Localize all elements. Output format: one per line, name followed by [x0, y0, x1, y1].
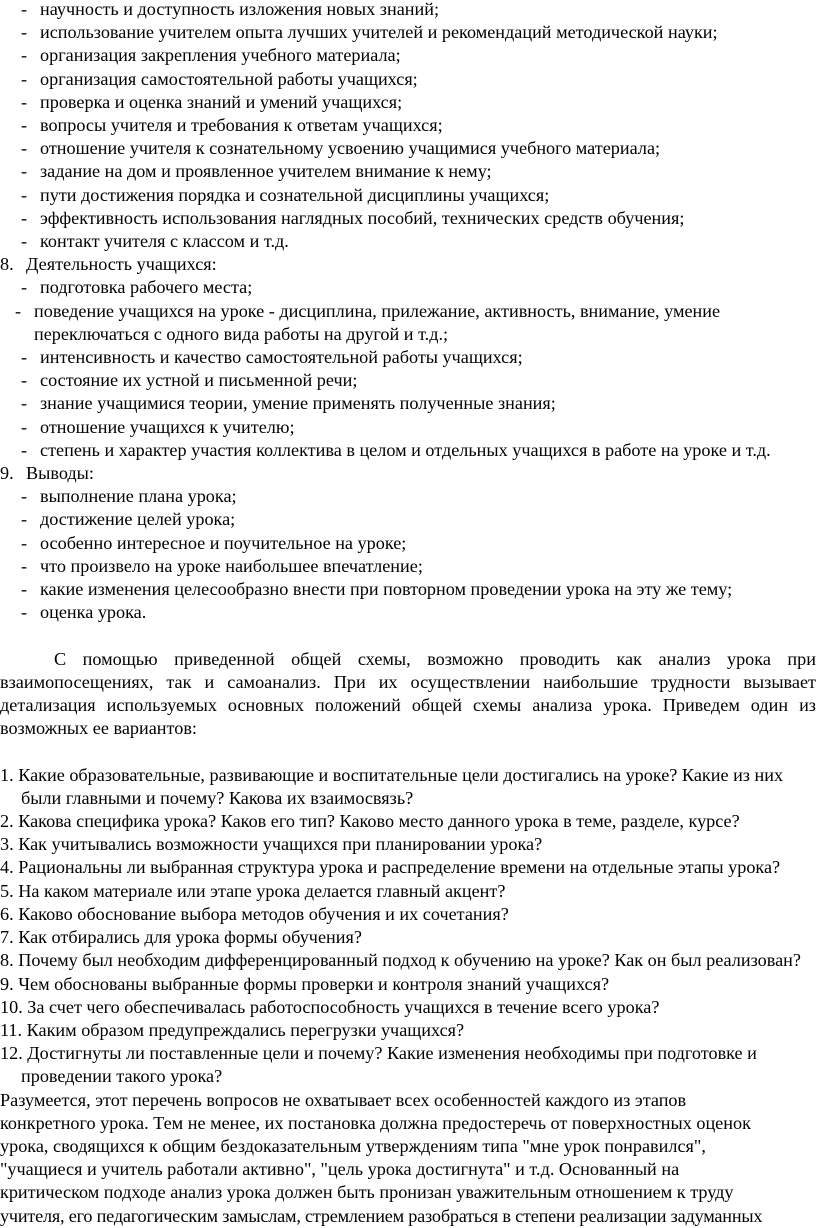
- question-item: 9. Чем обоснованы выбранные формы проверки и контроля знаний учащихся?: [0, 973, 610, 994]
- list-item-text: задание на дом и проявленное учителем внимание к нему;: [40, 161, 492, 182]
- list-item-text: организация закрепления учебного материала;: [40, 45, 401, 66]
- list-item-text: отношение учащихся к учителю;: [40, 416, 295, 437]
- dash-marker: -: [21, 439, 28, 460]
- list-item: [19, 276, 816, 299]
- section-heading: [0, 253, 816, 276]
- question-item: 3. Как учитывались возможности учащихся при планировании урока?: [0, 834, 543, 855]
- dash-marker: -: [21, 393, 28, 414]
- list-item-text: научность и доступность изложения новых знаний;: [40, 0, 440, 19]
- blank-line: [0, 740, 816, 763]
- list-item: [19, 184, 816, 207]
- list-item: [19, 114, 816, 137]
- conclusion-paragraph: [0, 1089, 816, 1228]
- question-item: 4. Рациональны ли выбранная структура урока и распределение времени на отдельные этапы урока?: [0, 857, 781, 878]
- dash-marker: -: [21, 207, 28, 228]
- list-item: [19, 0, 816, 21]
- dash-marker: -: [21, 138, 28, 159]
- text-line: Разумеется, этот перечень вопросов не охватывает всех особенностей каждого из этапов: [0, 1089, 687, 1110]
- text-line: конкретного урока. Тем не менее, их постановка должна предостеречь от поверхностных оценок: [0, 1112, 751, 1133]
- dash-marker: -: [21, 509, 28, 530]
- list-item-text: использование учителем опыта лучших учителей и рекомендаций методической науки;: [40, 22, 718, 43]
- question-item: 1. Какие образовательные, развивающие и воспитательные цели достигались на уроке? Какие из них были главными и почему? Какова их взаимосвязь?: [0, 764, 784, 808]
- dash-marker: -: [21, 532, 28, 553]
- text-line: урока, сводящихся к общим бездоказательным утверждениям типа "мне урок понравился",: [0, 1135, 706, 1156]
- list-item: [19, 416, 816, 439]
- text-line: критическом подходе анализ урока должен быть пронизан уважительным отношением к труду: [0, 1182, 734, 1203]
- text-line: учителя, его педагогическим замыслам, стремлением разобраться в степени реализации задуманных: [0, 1205, 763, 1226]
- list-item-text: интенсивность и качество самостоятельной работы учащихся;: [40, 347, 523, 368]
- questions-list: [0, 764, 816, 1089]
- list-item: [19, 137, 816, 160]
- list-item: [19, 346, 816, 369]
- question-item: 6. Каково обоснование выбора методов обучения и их сочетания?: [0, 903, 509, 924]
- dash-marker: -: [21, 347, 28, 368]
- list-item-text: вопросы учителя и требования к ответам учащихся;: [40, 115, 443, 136]
- list-item-text: эффективность использования наглядных пособий, технических средств обучения;: [40, 207, 685, 228]
- list-item: [19, 369, 816, 392]
- question-item: 12. Достигнуты ли поставленные цели и почему? Какие изменения необходимы при подготовке и проведении такого урока?: [0, 1043, 757, 1087]
- question-item: 11. Каким образом предупреждались перегрузки учащихся?: [0, 1019, 465, 1040]
- list-item: [19, 578, 816, 601]
- list-item: [19, 207, 816, 230]
- section-title: Выводы:: [26, 463, 94, 484]
- dash-marker: -: [21, 68, 28, 89]
- list-item-text: оценка урока.: [40, 602, 147, 623]
- list-item: [19, 439, 816, 462]
- section-title: Деятельность учащихся:: [26, 254, 217, 275]
- list-item: [19, 91, 816, 114]
- list-item-text: контакт учителя с классом и т.д.: [40, 231, 289, 252]
- list-item-text: достижение целей урока;: [40, 509, 236, 530]
- question-item: 2. Какова специфика урока? Каков его тип? Каково место данного урока в теме, разделе, курсе?: [0, 811, 740, 832]
- dash-marker: -: [21, 486, 28, 507]
- question-item: 10. За счет чего обеспечивалась работоспособность учащихся в течение всего урока?: [0, 996, 660, 1017]
- section-number: 9.: [0, 463, 14, 484]
- dash-marker: -: [21, 115, 28, 136]
- text-line: "учащиеся и учитель работали активно", "цель урока достигнута" и т.д. Основанный на: [0, 1159, 680, 1180]
- list-item-text: организация самостоятельной работы учащихся;: [40, 68, 418, 89]
- blank-line: [0, 624, 816, 647]
- list-item: [19, 508, 816, 531]
- list-item: [19, 68, 816, 91]
- list-item-text: поведение учащихся на уроке - дисциплина, прилежание, активность, внимание, умение переключаться с одного вида работы на другой и т.д.;: [34, 300, 721, 344]
- list-item-text: отношение учителя к сознательному усвоению учащимися учебного материала;: [40, 138, 661, 159]
- list-item: [19, 44, 816, 67]
- dash-marker: -: [21, 277, 28, 298]
- question-item: 7. Как отбирались для урока формы обучения?: [0, 927, 362, 948]
- dash-marker: -: [21, 161, 28, 182]
- list-item-text: какие изменения целесообразно внести при повторном проведении урока на эту же тему;: [40, 579, 733, 600]
- list-item-text: знание учащимися теории, умение применять полученные знания;: [40, 393, 556, 414]
- list-item: [15, 300, 816, 346]
- dash-marker: -: [21, 602, 28, 623]
- section-heading: [0, 462, 816, 485]
- list-item: [19, 485, 816, 508]
- dash-marker: -: [21, 0, 28, 19]
- list-item-text: степень и характер участия коллектива в целом и отдельных учащихся в работе на уроке и т.д.: [40, 439, 771, 460]
- list-item-text: выполнение плана урока;: [40, 486, 237, 507]
- dash-marker: -: [21, 184, 28, 205]
- list-item: [19, 555, 816, 578]
- list-item-text: пути достижения порядка и сознательной дисциплины учащихся;: [40, 184, 550, 205]
- list-item-text: что произвело на уроке наибольшее впечатление;: [40, 555, 423, 576]
- intro-paragraph: С помощью приведенной общей схемы, возможно проводить как анализ урока при взаимопосещениях, так и самоанализ. При их осуществлении наибольшие трудности вызывает детализация используемых основных положений общей схемы анализа урока. Приведем один из возможных ее вариантов:: [0, 648, 816, 739]
- list-item-text: состояние их устной и письменной речи;: [40, 370, 358, 391]
- section-8: [0, 253, 816, 462]
- list-item-text: подготовка рабочего места;: [40, 277, 253, 298]
- list-item: [19, 230, 816, 253]
- dash-marker: -: [21, 231, 28, 252]
- criteria-list: [0, 0, 816, 253]
- question-item: 8. Почему был необходим дифференцированный подход к обучению на уроке? Как он был реализован?: [0, 950, 801, 971]
- dash-marker: -: [21, 45, 28, 66]
- dash-marker: -: [21, 579, 28, 600]
- dash-marker: -: [21, 370, 28, 391]
- list-item-text: проверка и оценка знаний и умений учащихся;: [40, 91, 403, 112]
- question-item: 5. На каком материале или этапе урока делается главный акцент?: [0, 880, 506, 901]
- dash-marker: -: [21, 22, 28, 43]
- list-item: [19, 160, 816, 183]
- section-9: [0, 462, 816, 624]
- dash-marker: -: [21, 555, 28, 576]
- dash-marker: -: [15, 300, 22, 321]
- list-item: [19, 601, 816, 624]
- section-number: 8.: [0, 254, 14, 275]
- list-item: [19, 392, 816, 415]
- list-item-text: особенно интересное и поучительное на уроке;: [40, 532, 407, 553]
- list-item: [19, 532, 816, 555]
- dash-marker: -: [21, 416, 28, 437]
- list-item: [19, 21, 816, 44]
- dash-marker: -: [21, 91, 28, 112]
